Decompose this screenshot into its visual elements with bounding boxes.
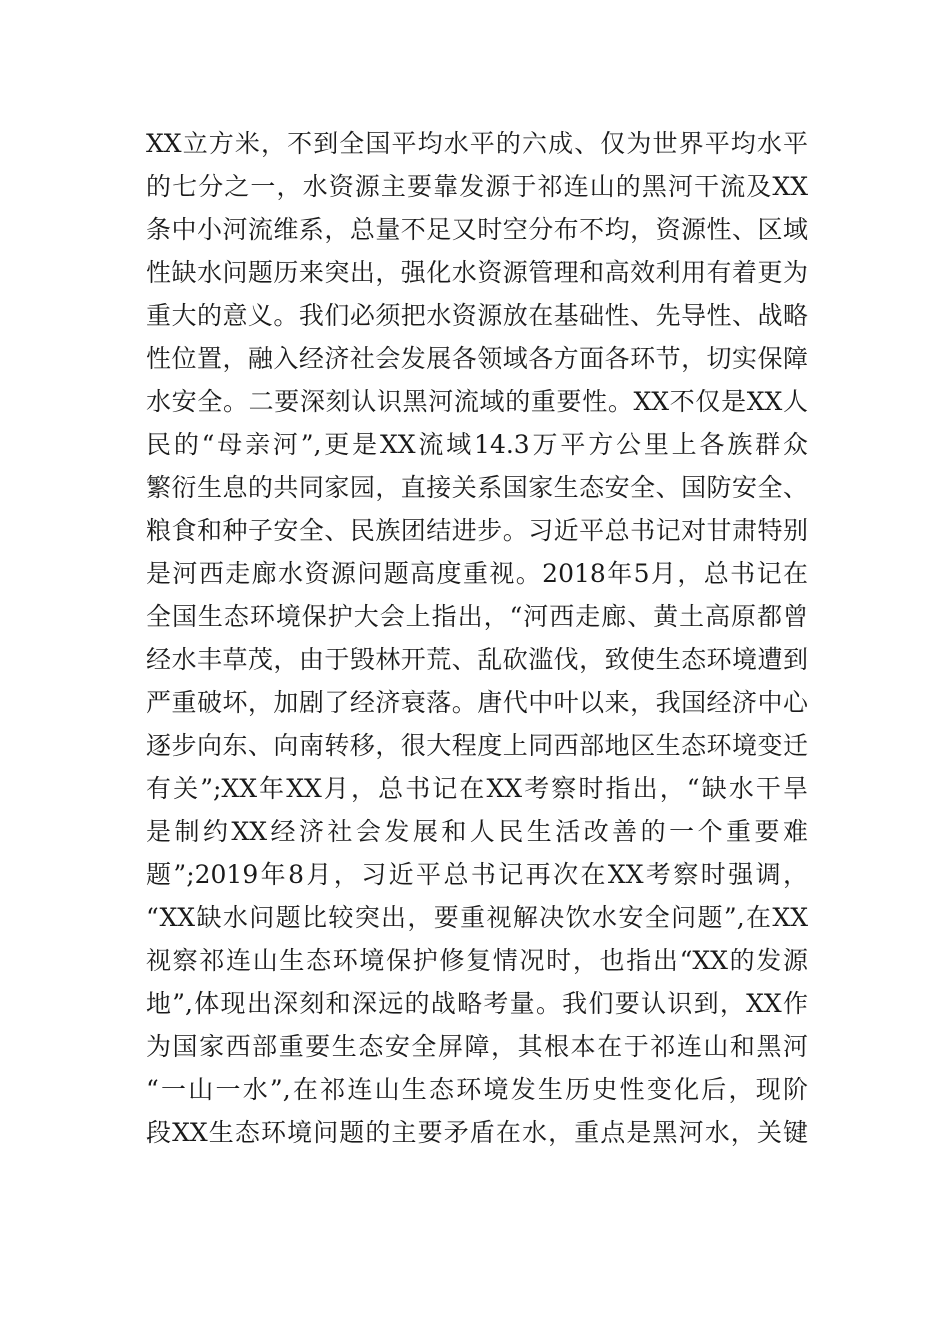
text-line: 是河西走廊水资源问题高度重视。2018年5月，总书记在 [146,559,808,588]
text-line: “XX缺水问题比较突出，要重视解决饮水安全问题”,在XX [146,903,808,932]
text-line: 地”,体现出深刻和深远的战略考量。我们要认识到，XX作 [146,989,808,1018]
text-line: 视察祁连山生态环境保护修复情况时，也指出“XX的发源 [146,946,808,975]
text-line: 繁衍生息的共同家园，直接关系国家生态安全、国防安全、 [146,473,808,502]
text-line: 性位置，融入经济社会发展各领域各方面各环节，切实保障 [146,344,808,373]
body-text [146,122,808,1154]
text-line: 重大的意义。我们必须把水资源放在基础性、先导性、战略 [146,301,808,330]
text-line: 条中小河流维系，总量不足又时空分布不均，资源性、区域 [146,215,808,244]
text-line: XX立方米，不到全国平均水平的六成、仅为世界平均水平 [146,129,808,158]
text-line: 段XX生态环境问题的主要矛盾在水，重点是黑河水，关键 [146,1118,808,1147]
text-line: 是制约XX经济社会发展和人民生活改善的一个重要难 [146,817,808,846]
text-line: 粮食和种子安全、民族团结进步。习近平总书记对甘肃特别 [146,516,808,545]
text-line: 性缺水问题历来突出，强化水资源管理和高效利用有着更为 [146,258,808,287]
text-line: 有关”;XX年XX月，总书记在XX考察时指出，“缺水干旱 [146,774,808,803]
text-line: 题”;2019年8月，习近平总书记再次在XX考察时强调， [146,860,808,889]
text-line: 为国家西部重要生态安全屏障，其根本在于祁连山和黑河 [146,1032,808,1061]
text-line: 民的“母亲河”,更是XX流域14.3万平方公里上各族群众 [146,430,808,459]
text-line: 逐步向东、向南转移，很大程度上同西部地区生态环境变迁 [146,731,808,760]
text-line: 全国生态环境保护大会上指出，“河西走廊、黄土高原都曾 [146,602,808,631]
text-line: 的七分之一，水资源主要靠发源于祁连山的黑河干流及XX [146,172,808,201]
text-line: “一山一水”,在祁连山生态环境发生历史性变化后，现阶 [146,1075,808,1104]
text-line: 经水丰草茂，由于毁林开荒、乱砍滥伐，致使生态环境遭到 [146,645,808,674]
text-line: 水安全。二要深刻认识黑河流域的重要性。XX不仅是XX人 [146,387,808,416]
text-line: 严重破坏，加剧了经济衰落。唐代中叶以来，我国经济中心 [146,688,808,717]
